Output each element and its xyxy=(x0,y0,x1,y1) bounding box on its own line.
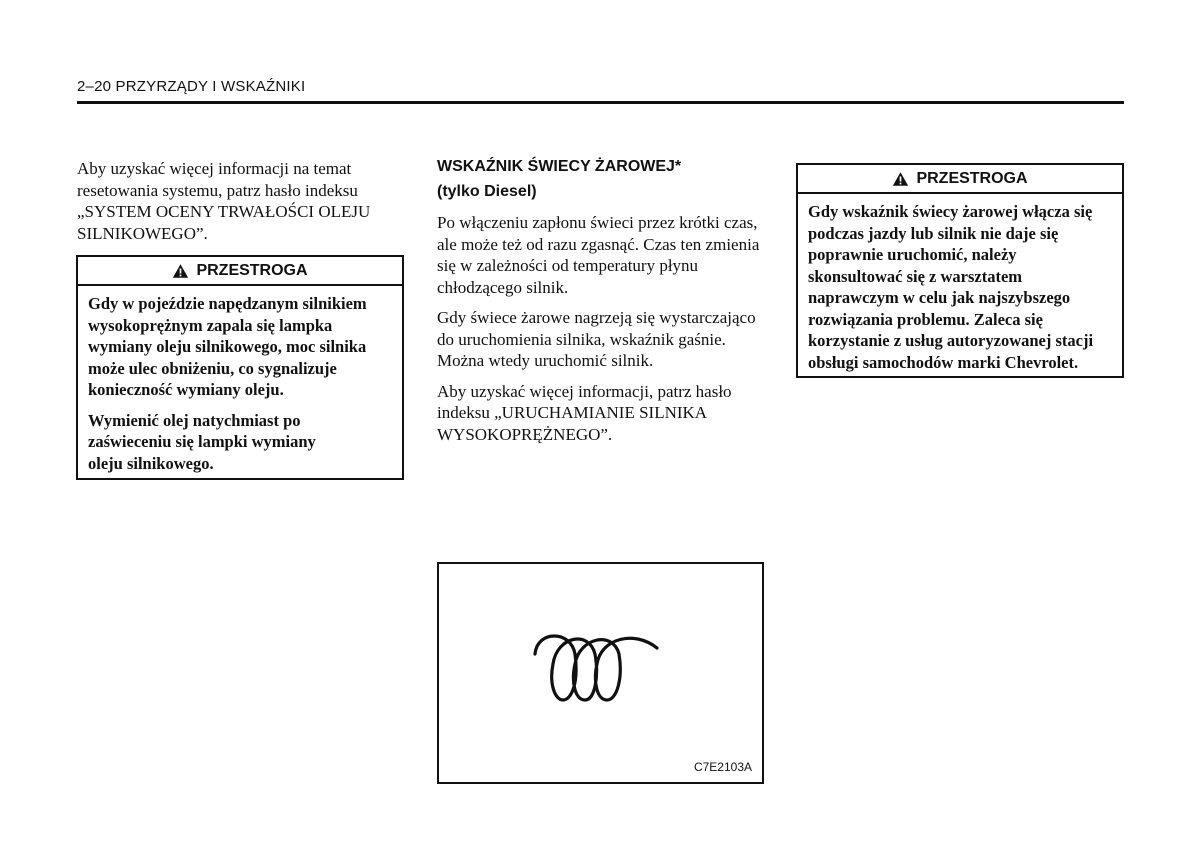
description-paragraph: Gdy świece żarowe nagrzeją się wystarczająco do uruchomienia silnika, wskaźnik gaśnie. Można wtedy uruchomić silnik. xyxy=(437,308,756,370)
caution-paragraph: Gdy wskaźnik świecy żarowej włącza się podczas jazdy lub silnik nie daje się poprawnie uruchomić, należy skonsultować się z warsztatem naprawczym w celu jak najszybszego rozwiązania problemu. Zaleca się korzystanie z usług autoryzowanej stacji obsługi samochodów marki Chevrolet. xyxy=(808,202,1094,372)
description-paragraph: Aby uzyskać więcej informacji, patrz hasło indeksu „URUCHAMIANIE SILNIKA WYSOKOPRĘŻNEGO”. xyxy=(437,381,732,444)
caution-box-glow-plug xyxy=(796,163,1124,378)
caution-box-oil xyxy=(76,255,404,480)
section-title-line2: (tylko Diesel) xyxy=(437,183,537,200)
caution-paragraph: Wymienić olej natychmiast po zaświeceniu się lampki wymiany oleju silnikowego. xyxy=(88,410,316,473)
reset-info-text: Aby uzyskać więcej informacji na temat resetowania systemu, patrz hasło indeksu „SYSTEM OCENY TRWAŁOŚCI OLEJU SILNIKOWEGO”. xyxy=(77,159,371,243)
section-title xyxy=(437,154,681,204)
caution-body xyxy=(78,286,402,480)
indicator-figure xyxy=(437,562,764,784)
warning-icon xyxy=(172,263,189,279)
page-header: 2–20 PRZYRZĄDY I WSKAŹNIKI xyxy=(77,78,306,95)
figure-code: C7E2103A xyxy=(693,760,752,774)
caution-title: PRZESTROGA xyxy=(196,261,308,279)
caution-header xyxy=(78,257,402,286)
caution-header xyxy=(798,165,1122,194)
description-paragraph: Po włączeniu zapłonu świeci przez krótki czas, ale może też od razu zgasnąć. Czas ten zmienia się w zależności od temperatury płynu chłodzącego silnik. xyxy=(437,213,760,297)
section-title-line1: WSKAŹNIK ŚWIECY ŻAROWEJ* xyxy=(437,158,682,175)
caution-body xyxy=(798,194,1122,379)
caution-paragraph: Gdy w pojeździe napędzanym silnikiem wysokoprężnym zapala się lampka wymiany oleju silnikowego, moc silnika może ulec obniżeniu, co sygnalizuje konieczność wymiany oleju. xyxy=(88,294,367,399)
caution-title: PRZESTROGA xyxy=(916,169,1028,187)
warning-icon xyxy=(892,171,909,187)
header-rule xyxy=(77,101,1124,104)
glow-plug-coil-icon xyxy=(531,624,661,704)
glow-plug-description xyxy=(437,212,767,454)
